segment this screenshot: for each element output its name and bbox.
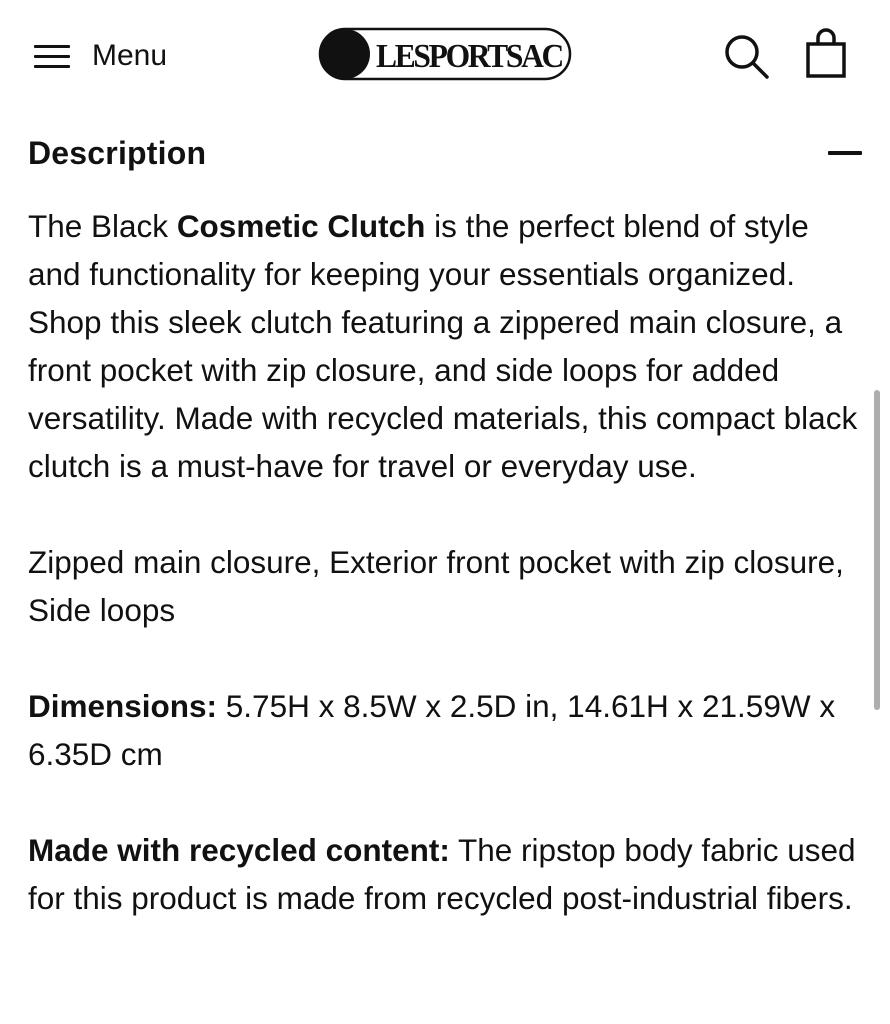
description-title: Description <box>28 134 207 171</box>
site-header <box>0 0 890 110</box>
svg-text:LESPORTSAC: LESPORTSAC <box>376 38 562 75</box>
shopping-bag-icon[interactable] <box>804 28 848 80</box>
scrollbar[interactable] <box>874 390 880 710</box>
features-paragraph: Zipped main closure, Exterior front pocket with zip closure, Side loops <box>28 544 844 628</box>
lesportsac-logo[interactable] <box>318 26 572 82</box>
description-paragraph: The Black Cosmetic Clutch is the perfect blend of style and functionality for keeping your essentials organized. Shop this sleek clutch featuring a zippered main closure, a front pocket with zip closure, and side loops for added versatility. Made with recycled materials, this compact black clutch is a must-have for travel or everyday use. <box>28 208 858 484</box>
description-content <box>28 202 862 970</box>
menu-button[interactable] <box>34 34 167 78</box>
menu-label: Menu <box>92 39 168 72</box>
dimensions-label: Dimensions: <box>28 688 218 724</box>
recycled-paragraph <box>28 826 862 922</box>
hamburger-icon <box>34 43 70 69</box>
dimensions-value: 5.75H x 8.5W x 2.5D in, 14.61H x 21.59W x 6.35D cm <box>28 688 836 772</box>
product-name: Cosmetic Clutch <box>176 208 426 244</box>
search-icon[interactable] <box>722 32 770 80</box>
recycled-value: The ripstop body fabric used for this product is made from recycled post-industrial fibers. <box>28 832 856 916</box>
recycled-label: Made with recycled content: <box>28 832 450 868</box>
dimensions-paragraph <box>28 682 862 778</box>
description-accordion-header[interactable] <box>28 126 864 180</box>
minus-icon[interactable] <box>828 151 862 155</box>
